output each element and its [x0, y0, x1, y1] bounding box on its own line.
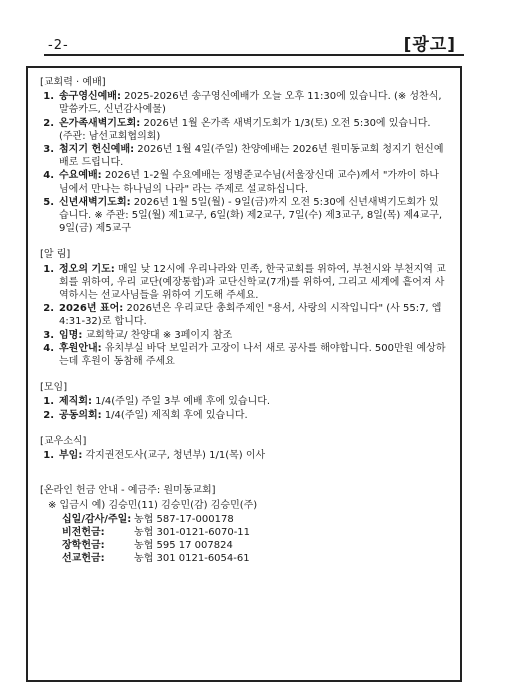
- item-label: 부임:: [59, 450, 83, 462]
- item-number: 2.: [43, 303, 54, 315]
- item-number: 2.: [43, 409, 54, 421]
- item-label: 후원안내:: [59, 342, 102, 354]
- list-item: [36, 449, 452, 462]
- item-number: 3.: [43, 144, 54, 156]
- item-number: 4.: [43, 342, 54, 354]
- item-label: 신년새벽기도회:: [59, 196, 131, 208]
- item-number: 5.: [43, 196, 54, 208]
- ad-label: [광고]: [403, 35, 456, 55]
- item-label: 정오의 기도:: [59, 263, 115, 275]
- item-text: 유치부실 바닥 보일러가 고장이 나서 새로 공사를 해야합니다. 500만원 예상하는데 후원이 동참해 주세요: [59, 342, 446, 368]
- item-text: 2026년 1월 5일(월) - 9일(금)까지 오전 5:30에 신년새벽기도회가 있습니다. ※ 주관: 5일(월) 제1교구, 6일(화) 제2교구, 7일(수) 제3교구, 8일(목) 제4교구, 9일(금) 제5교구: [59, 196, 443, 235]
- item-text: 2026년은 우리교단 총회주제인 "용서, 사랑의 시작입니다" (사 55:7, 엡 4:31-32)로 합니다.: [59, 303, 442, 328]
- list-item: [36, 342, 452, 368]
- list-item: [36, 90, 452, 116]
- account-label: 십일/감사/주일:: [62, 513, 132, 525]
- item-number: 3.: [43, 329, 54, 341]
- item-number: 1.: [43, 91, 54, 103]
- item-number: 1.: [43, 396, 54, 408]
- section-heading: [교회력 · 예배]: [40, 77, 106, 88]
- section-heading: [온라인 헌금 안내 - 예금주: 원미동교회]: [40, 485, 216, 497]
- header-rule: [44, 54, 464, 56]
- item-text: 매일 낮 12시에 우리나라와 민족, 한국교회를 위하여, 부천시와 부천지역 교회를 위하여, 우리 교단(예장통합)과 교단신학교(7개)를 위하여, 그리고 세계에 흩어져 사역하시는 선교사님들을 위하여 기도해 주세요.: [59, 263, 446, 302]
- list-item: [36, 143, 452, 169]
- account-number: 농협 301 0121-6054-61: [134, 553, 250, 565]
- list-item: [36, 196, 452, 236]
- item-text: 2025-2026년 송구영신예배가 오늘 오후 11:30에 있습니다. (※ 성찬식, 말씀카드, 신년감사예물): [59, 91, 442, 116]
- item-number: 2.: [43, 117, 54, 129]
- item-number: 1.: [43, 263, 54, 275]
- list-item: [36, 409, 452, 422]
- item-label: 온가족새벽기도회:: [59, 117, 141, 129]
- account-label: 장학헌금:: [62, 540, 105, 552]
- section-announcements: [36, 248, 452, 368]
- item-text: 1/4(주일) 주일 3부 예배 후에 있습니다.: [91, 396, 271, 408]
- account-number: 농협 587-17-000178: [134, 513, 234, 525]
- section-church-calendar: [36, 76, 452, 235]
- list-item: [36, 117, 452, 143]
- list-item: [36, 302, 452, 328]
- section-member-news: [36, 435, 452, 462]
- item-label: 공동의회:: [59, 409, 102, 421]
- item-text: 2026년 1월 온가족 새벽기도회가 1/3(토) 오전 5:30에 있습니다. (주관: 남선교회협의회): [59, 117, 431, 142]
- item-number: 4.: [43, 170, 54, 182]
- item-text: 각지권전도사(교구, 청년부) 1/1(목) 이사: [82, 450, 266, 462]
- account-label: 비전헌금:: [62, 526, 105, 538]
- section-online-offering: [36, 484, 452, 565]
- item-label: 2026년 표어:: [59, 303, 124, 315]
- bulletin-content: [36, 76, 452, 579]
- item-label: 임명:: [59, 329, 83, 341]
- page-number: -2-: [48, 38, 69, 53]
- account-number: 농협 595 17 007824: [134, 540, 233, 552]
- list-item: [36, 395, 452, 408]
- section-heading: [알 림]: [40, 249, 71, 261]
- section-meetings: [36, 381, 452, 422]
- item-text: 1/4(주일) 제직회 후에 있습니다.: [101, 409, 248, 421]
- account-row: [62, 526, 452, 539]
- section-heading: [모임]: [40, 382, 68, 394]
- account-row: [62, 513, 452, 526]
- list-item: [36, 263, 452, 303]
- item-label: 첨지기 헌신예배:: [59, 144, 135, 156]
- account-number: 농협 301-0121-6070-11: [134, 526, 251, 538]
- deposit-note: ※ 입금시 예) 김승민(11) 김승민(감) 김승민(주): [48, 500, 258, 512]
- item-label: 수요예배:: [59, 170, 102, 182]
- item-text: 교회학교/ 찬양대 ※ 3페이지 참조: [82, 329, 233, 341]
- item-text: 2026년 1-2월 수요예배는 정병준교수님(서울장신대 교수)께서 "가까이 하나님에서 만나는 하나님의 나라" 라는 주제로 설교하십니다.: [59, 170, 439, 195]
- item-number: 1.: [43, 450, 54, 462]
- account-row: [62, 539, 452, 552]
- item-text: 2026년 1월 4일(주일) 찬양예배는 2026년 원미동교회 청지기 헌신예배로 드립니다.: [59, 144, 444, 169]
- list-item: [36, 169, 452, 195]
- section-heading: [교우소식]: [40, 435, 87, 447]
- item-label: 송구영신예배:: [59, 91, 121, 103]
- list-item: [36, 329, 452, 342]
- account-label: 선교헌금:: [62, 553, 105, 565]
- item-label: 제직회:: [59, 396, 92, 408]
- account-row: [62, 552, 452, 565]
